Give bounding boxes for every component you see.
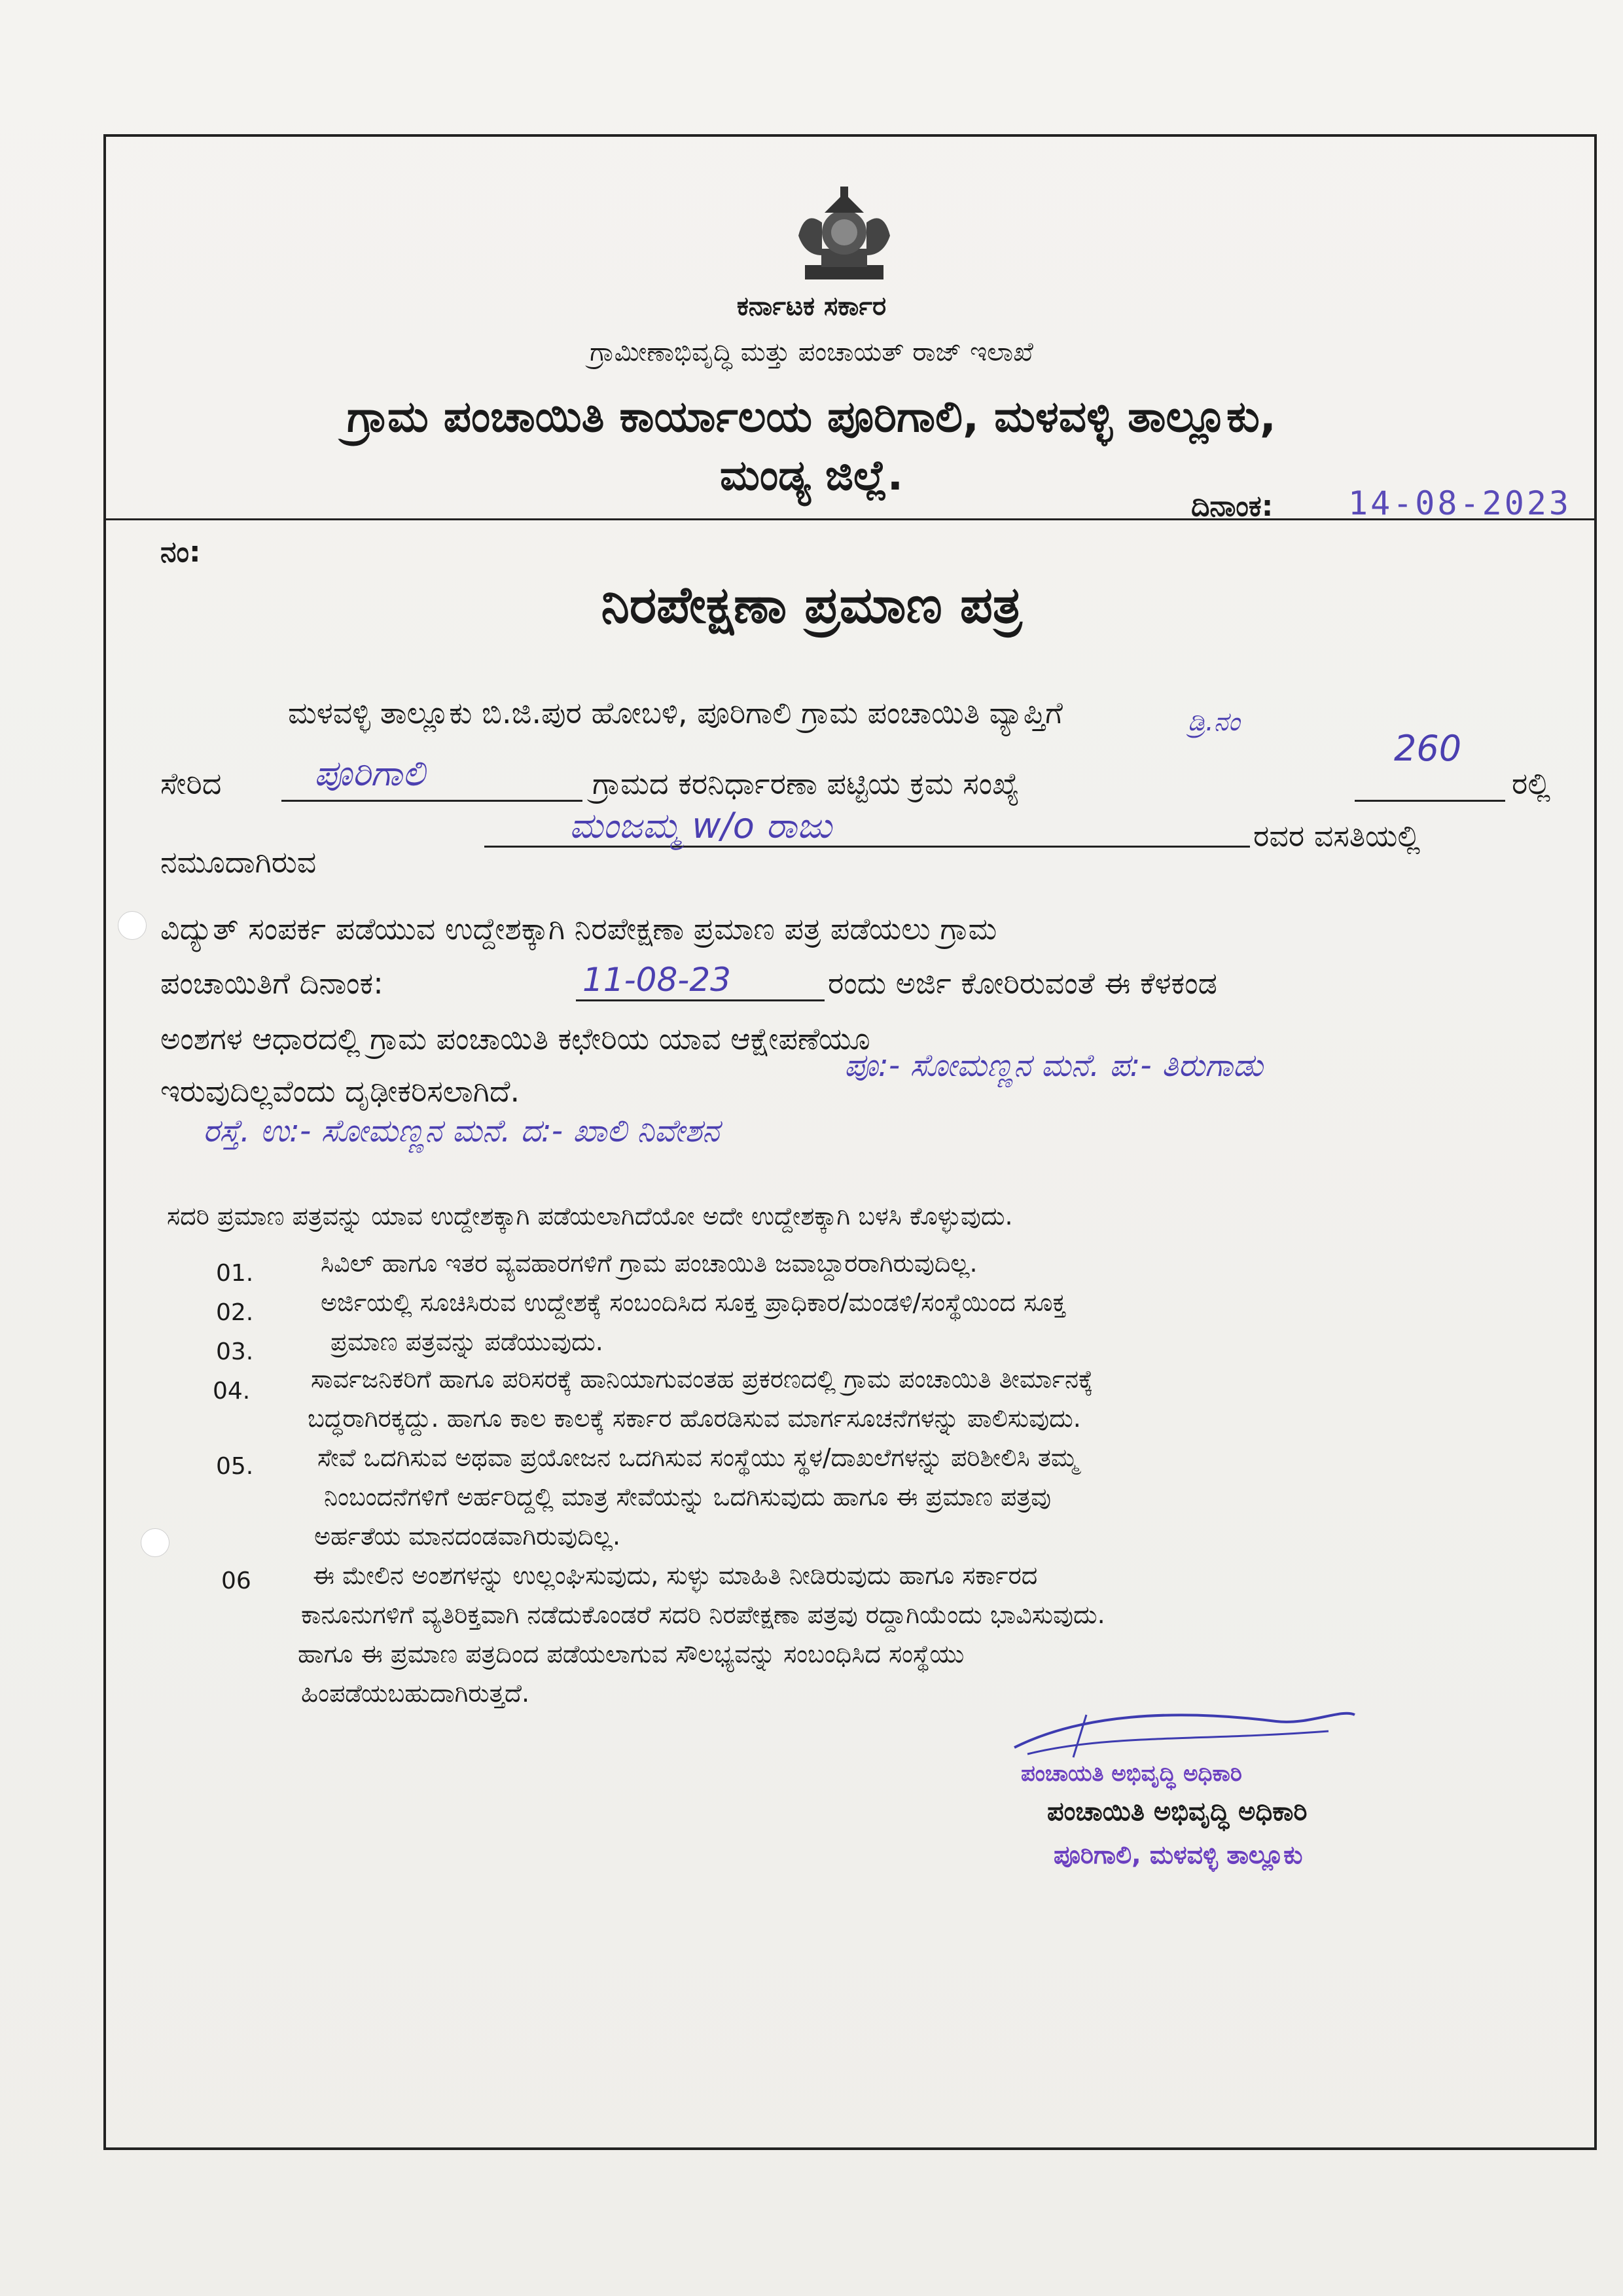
condition-number-6: 06 <box>221 1568 251 1594</box>
condition-line: ಹಿಂಪಡೆಯಬಹುದಾಗಿರುತ್ತದೆ. <box>301 1679 530 1708</box>
body-line-7: ಇರುವುದಿಲ್ಲವೆಂದು ದೃಢೀಕರಿಸಲಾಗಿದೆ. <box>160 1073 520 1109</box>
condition-line: ಬದ್ಧರಾಗಿರಕ್ಕದ್ದು. ಹಾಗೂ ಕಾಲ ಕಾಲಕ್ಕೆ ಸರ್ಕಾರ ಹೊರಡಿಸುವ ಮಾರ್ಗಸೂಚನೆಗಳನ್ನು ಪಾಲಿಸುವುದು. <box>308 1404 1081 1433</box>
condition-line: ಸಾರ್ವಜನಿಕರಿಗೆ ಹಾಗೂ ಪರಿಸರಕ್ಕೆ ಹಾನಿಯಾಗುವಂತಹ ಪ್ರಕರಣದಲ್ಲಿ ಗ್ರಾಮ ಪಂಚಾಯಿತಿ ತೀರ್ಮಾನಕ್ಕೆ <box>311 1365 1094 1393</box>
government-name: ಕರ್ನಾಟಕ ಸರ್ಕಾರ <box>736 291 887 321</box>
date-label: ದಿನಾಂಕ: <box>1191 490 1274 523</box>
signature-scribble-icon <box>1001 1695 1368 1767</box>
date-value: 14-08-2023 <box>1348 484 1572 522</box>
office-name-line2: ಮಂಡ್ಯ ಜಿಲ್ಲೆ. <box>719 452 904 500</box>
condition-number-1: 01. <box>216 1260 254 1287</box>
officer-designation: ಪಂಚಾಯಿತಿ ಅಭಿವೃದ್ಧಿ ಅಧಿಕಾರಿ <box>1047 1797 1308 1827</box>
handwritten-boundary-1: ಪೂ:- ಸೋಮಣ್ಣನ ಮನೆ. ಪ:- ತಿರುಗಾಡು <box>844 1047 1263 1084</box>
condition-line: ಅರ್ಜಿಯಲ್ಲಿ ಸೂಚಿಸಿರುವ ಉದ್ದೇಶಕ್ಕೆ ಸಂಬಂದಿಸಿದ ಸೂಕ್ತ ಪ್ರಾಧಿಕಾರ/ಮಂಡಳಿ/ಸಂಸ್ಥೆಯಿಂದ ಸೂಕ್ತ <box>321 1288 1066 1317</box>
handwritten-village: ಪೂರಿಗಾಲಿ <box>314 753 425 794</box>
condition-number-3: 03. <box>216 1338 254 1365</box>
condition-line: ಹಾಗೂ ಈ ಪ್ರಮಾಣ ಪತ್ರದಿಂದ ಪಡೆಯಲಾಗುವ ಸೌಲಭ್ಯವನ್ನು ಸಂಬಂಧಿಸಿದ ಸಂಸ್ಥೆಯು <box>298 1640 965 1668</box>
stamp-office: ಪೂರಿಗಾಲಿ, ಮಳವಳ್ಳಿ ತಾಲ್ಲೂಕು <box>1054 1840 1303 1869</box>
handwritten-boundary-2: ರಸ್ತೆ. ಉ:- ಸೋಮಣ್ಣನ ಮನೆ. ದ:- ಖಾಲಿ ನಿವೇಶನ <box>203 1113 720 1149</box>
condition-number-5: 05. <box>216 1453 254 1480</box>
body-line-4: ವಿದ್ಯುತ್ ಸಂಪರ್ಕ ಪಡೆಯುವ ಉದ್ದೇಶಕ್ಕಾಗಿ ನಿರಪೇಕ್ಷಣಾ ಪ್ರಮಾಣ ಪತ್ರ ಪಡೆಯಲು ಗ್ರಾಮ <box>160 911 997 946</box>
body-line-3b: ರವರ ವಸತಿಯಲ್ಲಿ <box>1253 818 1421 853</box>
condition-line: ಪ್ರಮಾಣ ಪತ್ರವನ್ನು ಪಡೆಯುವುದು. <box>330 1327 603 1356</box>
handwritten-name: ಮಂಜಮ್ಮ w/o ರಾಜು <box>569 805 832 846</box>
punch-hole <box>141 1528 169 1557</box>
number-label: ನಂ: <box>160 535 201 569</box>
body-line-2a: ಸೇರಿದ <box>160 766 222 801</box>
serial-blank <box>1355 800 1505 802</box>
condition-line: ಅರ್ಹತೆಯ ಮಾನದಂಡವಾಗಿರುವುದಿಲ್ಲ. <box>314 1522 621 1551</box>
office-name-line1: ಗ್ರಾಮ ಪಂಚಾಯಿತಿ ಕಾರ್ಯಾಲಯ ಪೂರಿಗಾಲಿ, ಮಳವಳ್ಳಿ ತಾಲ್ಲೂಕು, <box>347 391 1276 442</box>
condition-line: ಸೇವೆ ಒದಗಿಸುವ ಅಥವಾ ಪ್ರಯೋಜನ ಒದಗಿಸುವ ಸಂಸ್ಥೆಯು ಸ್ಥಳ/ದಾಖಲೆಗಳನ್ನು ಪರಿಶೀಲಿಸಿ ತಮ್ಮ <box>317 1443 1079 1472</box>
body-line-2b: ಗ್ರಾಮದ ಕರನಿರ್ಧಾರಣಾ ಪಟ್ಟಿಯ ಕ್ರಮ ಸಂಖ್ಯೆ <box>592 766 1020 801</box>
condition-line: ಸಿವಿಲ್ ಹಾಗೂ ಇತರ ವ್ಯವಹಾರಗಳಿಗೆ ಗ್ರಾಮ ಪಂಚಾಯಿತಿ ಜವಾಬ್ದಾರರಾಗಿರುವುದಿಲ್ಲ. <box>321 1249 978 1278</box>
condition-line: ನಿಂಬಂದನೆಗಳಿಗೆ ಅರ್ಹರಿದ್ದಲ್ಲಿ ಮಾತ್ರ ಸೇವೆಯನ್ನು ಒದಗಿಸುವುದು ಹಾಗೂ ಈ ಪ್ರಮಾಣ ಪತ್ರವು <box>324 1482 1052 1511</box>
stamp-designation: ಪಂಚಾಯತಿ ಅಭಿವೃದ್ಧಿ ಅಧಿಕಾರಿ <box>1021 1761 1242 1787</box>
condition-number-4: 04. <box>213 1378 251 1405</box>
state-emblem-icon <box>785 183 903 295</box>
condition-number-2: 02. <box>216 1299 254 1326</box>
body-line-5b: ರಂದು ಅರ್ಜಿ ಕೋರಿರುವಂತೆ ಈ ಕೆಳಕಂಡ <box>828 965 1217 1001</box>
handwritten-serial-no: 260 <box>1394 728 1462 769</box>
body-line-1: ಮಳವಳ್ಳಿ ತಾಲ್ಲೂಕು ಬಿ.ಜಿ.ಪುರ ಹೋಬಳಿ, ಪೂರಿಗಾಲಿ ಗ್ರಾಮ ಪಂಚಾಯಿತಿ ವ್ಯಾಪ್ತಿಗೆ <box>288 695 1063 730</box>
handwritten-ward-no: ಡ್ರಿ.ನಂ <box>1188 707 1240 737</box>
condition-line: ಈ ಮೇಲಿನ ಅಂಶಗಳನ್ನು ಉಲ್ಲಂಘಿಸುವುದು, ಸುಳ್ಳು ಮಾಹಿತಿ ನೀಡಿರುವುದು ಹಾಗೂ ಸರ್ಕಾರದ <box>313 1561 1038 1590</box>
handwritten-application-date: 11-08-23 <box>582 961 731 999</box>
conditions-intro: ಸದರಿ ಪ್ರಮಾಣ ಪತ್ರವನ್ನು ಯಾವ ಉದ್ದೇಶಕ್ಕಾಗಿ ಪಡೆಯಲಾಗಿದೆಯೋ ಅದೇ ಉದ್ದೇಶಕ್ಕಾಗಿ ಬಳಸಿ ಕೊಳ್ಳುವುದು. <box>167 1202 1013 1230</box>
department-name: ಗ್ರಾಮೀಣಾಭಿವೃದ್ಧಿ ಮತ್ತು ಪಂಚಾಯತ್ ರಾಜ್ ಇಲಾಖೆ <box>590 337 1033 367</box>
certificate-title: ನಿರಪೇಕ್ಷಣಾ ಪ್ರಮಾಣ ಪತ್ರ <box>601 576 1022 635</box>
body-line-2c: ರಲ್ಲಿ <box>1512 766 1551 801</box>
condition-line: ಕಾನೂನುಗಳಿಗೆ ವ್ಯತಿರಿಕ್ತವಾಗಿ ನಡೆದುಕೊಂಡರೆ ಸದರಿ ನಿರಪೇಕ್ಷಣಾ ಪತ್ರವು ರದ್ದಾಗಿಯೆಂದು ಭಾವಿಸುವುದು. <box>301 1600 1105 1629</box>
punch-hole <box>118 911 147 940</box>
body-line-3a: ನಮೂದಾಗಿರುವ <box>160 844 317 880</box>
body-line-5a: ಪಂಚಾಯಿತಿಗೆ ದಿನಾಂಕ: <box>160 965 383 1001</box>
date-blank <box>576 999 825 1001</box>
body-line-6: ಅಂಶಗಳ ಆಧಾರದಲ್ಲಿ ಗ್ರಾಮ ಪಂಚಾಯಿತಿ ಕಛೇರಿಯ ಯಾವ ಆಕ್ಷೇಪಣೆಯೂ <box>160 1021 870 1056</box>
village-blank <box>281 800 582 802</box>
